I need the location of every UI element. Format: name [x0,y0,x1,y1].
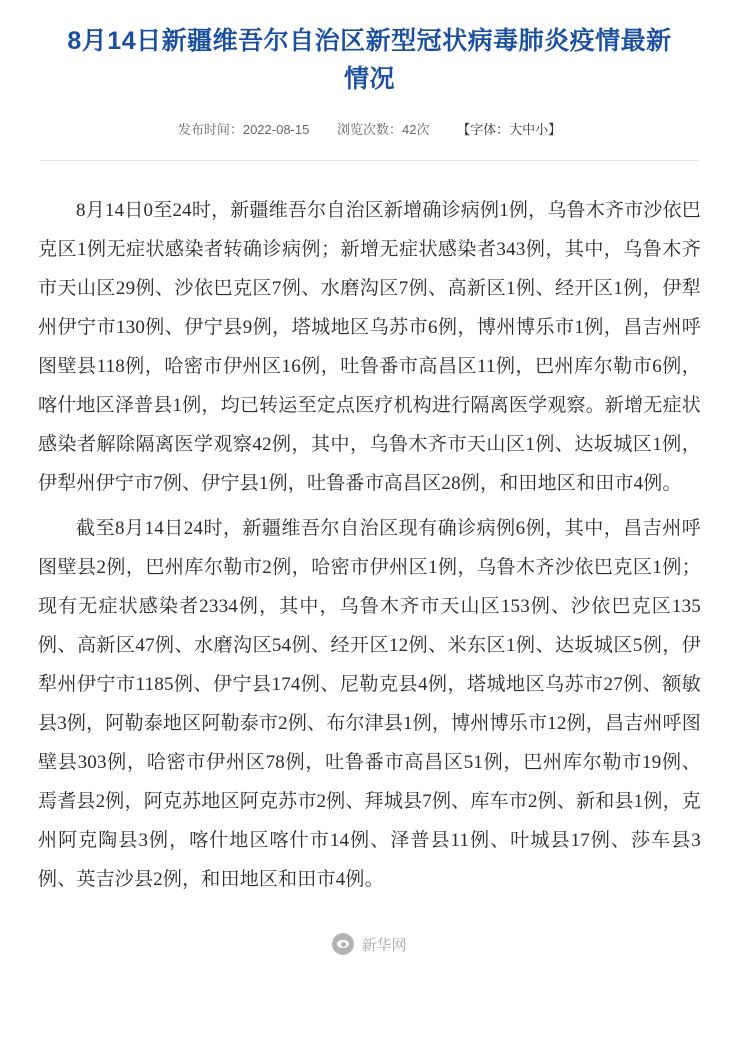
article-footer [0,933,739,971]
article-header [0,0,739,161]
article-paragraph: 8月14日0至24时，新疆维吾尔自治区新增确诊病例1例，乌鲁木齐市沙依巴克区1例无症状感染者转确诊病例；新增无症状感染者343例，其中，乌鲁木齐市天山区29例、沙依巴克区7例、水磨沟区7例、高新区1例、经开区1例，伊犁州伊宁市130例、伊宁县9例，塔城地区乌苏市6例，博州博乐市1例，昌吉州呼图壁县118例，哈密市伊州区16例，吐鲁番市高昌区11例，巴州库尔勒市6例，喀什地区泽普县1例，均已转运至定点医疗机构进行隔离医学观察。新增无症状感染者解除隔离医学观察42例，其中，乌鲁木齐市天山区1例、达坂城区1例，伊犁州伊宁市7例、伊宁县1例，吐鲁番市高昌区28例，和田地区和田市4例。 [38,200,701,494]
publish-time-label: 发布时间： [177,122,243,137]
page-title: 8月14日新疆维吾尔自治区新型冠状病毒肺炎疫情最新情况 [67,27,672,93]
font-size-switcher [457,120,561,140]
article-body [0,161,739,915]
publish-time [178,120,310,140]
view-count [337,120,429,140]
publish-time-value: 2022-08-15 [242,122,310,137]
weibo-watermark [332,933,406,955]
font-size-medium-button[interactable]: 中 [522,122,536,137]
article-meta [40,120,699,140]
font-size-large-button[interactable]: 大 [509,122,523,137]
article-paragraph: 截至8月14日24时，新疆维吾尔自治区现有确诊病例6例，其中，昌吉州呼图壁县2例，巴州库尔勒市2例，哈密市伊州区1例，乌鲁木齐沙依巴克区1例；现有无症状感染者2334例，其中，乌鲁木齐市天山区153例、沙依巴克区135例、高新区47例、水磨沟区54例、经开区12例、米东区1例、达坂城区5例，伊犁州伊宁市1185例、伊宁县174例、尼勒克县4例，塔城地区乌苏市27例、额敏县3例，阿勒泰地区阿勒泰市2例、布尔津县1例，博州博乐市12例，昌吉州呼图壁县303例，哈密市伊州区78例，吐鲁番市高昌区51例，巴州库尔勒市19例、焉耆县2例，阿克苏地区阿克苏市2例、拜城县7例、库车市2例、新和县1例，克州阿克陶县3例，喀什地区喀什市14例、泽普县11例、叶城县17例、莎车县3例、英吉沙县2例，和田地区和田市4例。 [38,518,701,890]
font-size-small-button[interactable]: 小 [535,122,549,137]
font-size-suffix: 】 [548,122,562,137]
view-count-label: 浏览次数： [336,122,402,137]
weibo-watermark-text: 新华网 [361,936,407,954]
view-count-value: 42次 [401,122,430,137]
weibo-eye-icon [332,933,354,955]
font-size-prefix: 【字体： [457,122,510,137]
